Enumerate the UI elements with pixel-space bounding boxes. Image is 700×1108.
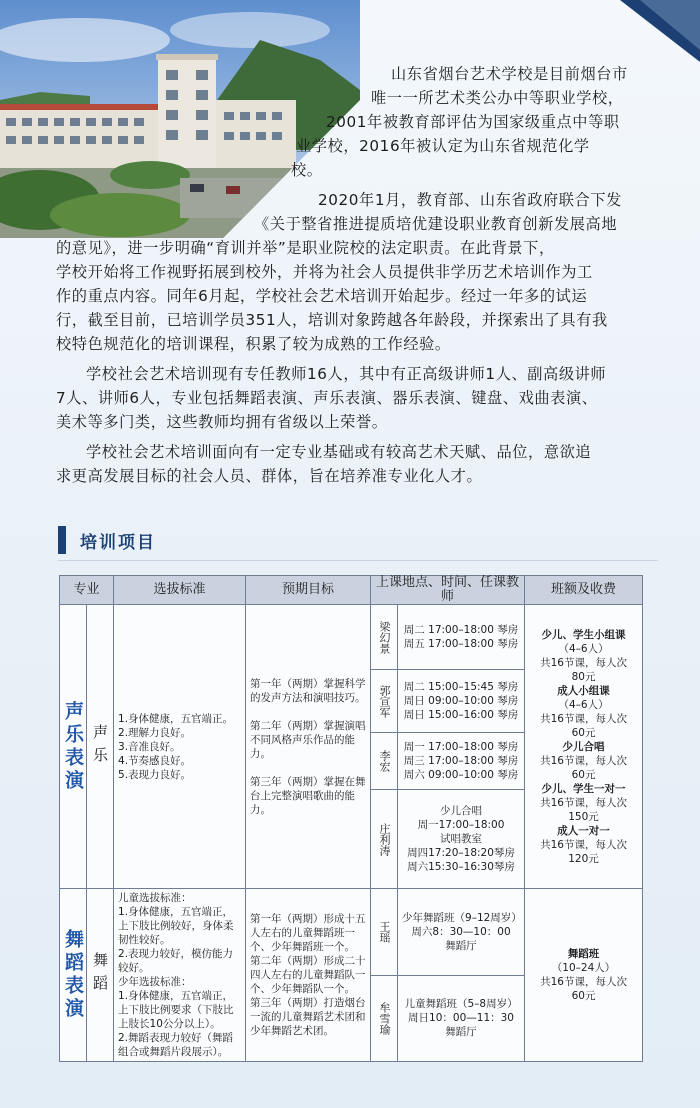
intro-line: 业学校，2016年被认定为山东省规范化学 bbox=[296, 137, 590, 155]
teacher-schedule bbox=[398, 790, 525, 889]
header-major: 专业 bbox=[60, 576, 114, 605]
schedule-line: 周六8：30—10：00 bbox=[411, 925, 511, 938]
table-row bbox=[60, 889, 643, 976]
fee-line: 共16节课，每人次 bbox=[540, 754, 627, 767]
fee-line: 少儿、学生小组课 bbox=[541, 628, 626, 641]
fee-line: 60元 bbox=[571, 768, 596, 781]
section-accent-bar bbox=[58, 526, 66, 554]
fee-line: （10–24人） bbox=[551, 962, 616, 974]
intro-line: 校。 bbox=[291, 161, 323, 179]
schedule-line: 周六15:30–16:30琴房 bbox=[407, 861, 515, 873]
criteria-item: 4.节奏感良好。 bbox=[118, 754, 192, 767]
fee-line: 舞蹈班 bbox=[567, 948, 600, 960]
schedule-line: 周一 17:00–18:00 琴房 bbox=[403, 741, 519, 753]
teacher-name: 庄利涛 bbox=[371, 790, 398, 889]
fee-line: 共16节课，每人次 bbox=[540, 838, 627, 851]
table-row bbox=[60, 605, 643, 670]
goal-item: 第三年（两期）打造烟台一流的儿童舞蹈艺术团和少年舞蹈艺术团。 bbox=[250, 997, 366, 1037]
schedule-line: 周六 09:00–10:00 琴房 bbox=[403, 769, 519, 781]
criteria-item: 少年选拔标准： bbox=[118, 976, 192, 988]
intro-line: 2020年1月，教育部、山东省政府联合下发 bbox=[318, 191, 622, 209]
goals-dance bbox=[246, 889, 371, 1062]
goal-item: 第三年（两期）掌握在舞台上完整演唱歌曲的能力。 bbox=[250, 775, 366, 816]
corner-decoration-light bbox=[640, 0, 700, 50]
teacher-name: 牟雪瑜 bbox=[371, 975, 398, 1062]
fee-line: 成人小组课 bbox=[557, 684, 610, 697]
schedule-line: 少儿合唱 bbox=[440, 805, 483, 817]
schedule-line: 周日10：00—11：30 bbox=[408, 1012, 514, 1025]
intro-line: 学校开始将工作视野拓展到校外，并将为社会人员提供非学历艺术培训作为工 bbox=[56, 263, 593, 281]
fees-dance bbox=[525, 889, 643, 1062]
schedule-line: 周日 15:00–16:00 琴房 bbox=[403, 709, 519, 721]
fee-line: 共16节课，每人次 bbox=[540, 796, 627, 809]
schedule-line: 舞蹈厅 bbox=[445, 939, 477, 952]
criteria-item: 2.表现力较好，模仿能力较好。 bbox=[118, 948, 234, 974]
criteria-item: 3.音准良好。 bbox=[118, 740, 181, 753]
teacher-name: 郭宣军 bbox=[371, 670, 398, 733]
schedule-line: 试唱教室 bbox=[440, 833, 483, 845]
intro-paragraph-2 bbox=[56, 188, 656, 356]
teacher-schedule bbox=[398, 889, 525, 976]
goal-item: 第一年（两期）形成十五人左右的儿童舞蹈班一个、少年舞蹈班一个。 bbox=[250, 913, 366, 953]
intro-line: 行，截至目前，已培训学员351人，培训对象跨越各年龄段，并探索出了具有我 bbox=[56, 311, 608, 329]
intro-paragraph-1 bbox=[56, 62, 656, 182]
schedule-line: 周二 17:00–18:00 琴房 bbox=[403, 624, 519, 636]
criteria-item: 儿童选拔标准： bbox=[118, 892, 192, 904]
fee-line: 80元 bbox=[571, 670, 596, 683]
header-criteria: 选拔标准 bbox=[114, 576, 246, 605]
subject-vocal: 声乐 bbox=[87, 605, 114, 889]
intro-line: 山东省烟台艺术学校是目前烟台市 bbox=[391, 65, 628, 83]
teacher-schedule bbox=[398, 670, 525, 733]
teacher-schedule bbox=[398, 733, 525, 790]
intro-line: 《关于整省推进提质培优建设职业教育创新发展高地 bbox=[254, 215, 618, 233]
intro-line: 学校社会艺术培训面向有一定专业基础或有较高艺术天赋、品位，意欲追 bbox=[86, 443, 592, 461]
schedule-line: 儿童舞蹈班（5–8周岁） bbox=[404, 998, 518, 1011]
schedule-line: 周一17:00–18:00 bbox=[417, 819, 505, 831]
fee-line: 少儿、学生一对一 bbox=[541, 782, 626, 795]
subject-dance: 舞蹈 bbox=[87, 889, 114, 1062]
criteria-item: 1.身体健康，五官端正，上下肢比例较好，身体柔韧性较好。 bbox=[118, 906, 234, 946]
schedule-line: 周二 15:00–15:45 琴房 bbox=[403, 681, 519, 693]
teacher-name: 王瑶 bbox=[371, 889, 398, 976]
header-fees: 班额及收费 bbox=[525, 576, 643, 605]
header-goals: 预期目标 bbox=[246, 576, 371, 605]
criteria-item: 1.身体健康，五官端正，上下肢比例要求（下肢比上肢长10公分以上）。 bbox=[118, 990, 234, 1030]
major-vocal: 声乐表演 bbox=[60, 605, 87, 889]
criteria-item: 2.舞蹈表现力较好（舞蹈组合或舞蹈片段展示）。 bbox=[118, 1032, 234, 1058]
fee-line: 成人一对一 bbox=[557, 824, 610, 837]
schedule-line: 周三 17:00–18:00 琴房 bbox=[403, 755, 519, 767]
fee-line: 共16节课，每人次 bbox=[540, 712, 627, 725]
fee-line: 120元 bbox=[568, 852, 599, 865]
fee-line: 共16节课，每人次 bbox=[540, 656, 627, 669]
schedule-line: 周五 17:00–18:00 琴房 bbox=[403, 638, 519, 650]
intro-text bbox=[56, 62, 656, 488]
criteria-item: 5.表现力良好。 bbox=[118, 768, 192, 781]
fee-line: 60元 bbox=[571, 990, 596, 1002]
intro-line: 求更高发展目标的社会人员、群体，旨在培养准专业化人才。 bbox=[56, 467, 483, 485]
schedule-line: 周四17:20–18:20琴房 bbox=[407, 847, 515, 859]
intro-line: 美术等多门类，这些教师均拥有省级以上荣誉。 bbox=[56, 413, 388, 431]
intro-line: 校特色规范化的培训课程，积累了较为成熟的工作经验。 bbox=[56, 335, 451, 353]
intro-line: 唯一一所艺术类公办中等职业学校， bbox=[371, 89, 624, 107]
criteria-vocal bbox=[114, 605, 246, 889]
major-dance: 舞蹈表演 bbox=[60, 889, 87, 1062]
section-title: 培训项目 bbox=[80, 533, 156, 553]
intro-line: 的意见》，进一步明确“育训并举”是职业院校的法定职责。在此背景下， bbox=[56, 239, 555, 257]
criteria-item: 1.身体健康，五官端正。 bbox=[118, 712, 234, 725]
teacher-schedule bbox=[398, 975, 525, 1062]
teacher-name: 梁幻景 bbox=[371, 605, 398, 670]
goal-item: 第二年（两期）掌握演唱不同风格声乐作品的能力。 bbox=[250, 719, 366, 760]
criteria-item: 2.理解力良好。 bbox=[118, 726, 192, 739]
schedule-line: 周日 09:00–10:00 琴房 bbox=[403, 695, 519, 707]
section-header bbox=[58, 524, 658, 556]
fee-line: 少儿合唱 bbox=[562, 740, 605, 753]
section-divider bbox=[58, 560, 658, 561]
fee-line: （4–6人） bbox=[558, 642, 609, 655]
intro-paragraph-3 bbox=[56, 362, 656, 434]
table-header-row bbox=[60, 576, 643, 605]
intro-line: 7人、讲师6人，专业包括舞蹈表演、声乐表演、器乐表演、键盘、戏曲表演、 bbox=[56, 389, 598, 407]
fee-line: （4–6人） bbox=[558, 698, 609, 711]
fees-vocal bbox=[525, 605, 643, 889]
schedule-line: 少年舞蹈班（9–12周岁） bbox=[402, 911, 522, 924]
training-table bbox=[59, 575, 643, 1062]
fee-line: 150元 bbox=[568, 810, 599, 823]
goals-vocal bbox=[246, 605, 371, 889]
intro-line: 作的重点内容。同年6月起，学校社会艺术培训开始起步。经过一年多的试运 bbox=[56, 287, 588, 305]
teacher-name: 李宏 bbox=[371, 733, 398, 790]
header-schedule: 上课地点、时间、任课教师 bbox=[371, 576, 525, 605]
fee-line: 60元 bbox=[571, 726, 596, 739]
intro-line: 学校社会艺术培训现有专任教师16人，其中有正高级讲师1人、副高级讲师 bbox=[86, 365, 607, 383]
intro-line: 2001年被教育部评估为国家级重点中等职 bbox=[326, 113, 620, 131]
teacher-schedule bbox=[398, 605, 525, 670]
criteria-dance bbox=[114, 889, 246, 1062]
fee-line: 共16节课，每人次 bbox=[540, 976, 627, 988]
goal-item: 第二年（两期）形成二十四人左右的儿童舞蹈队一个、少年舞蹈队一个。 bbox=[250, 955, 366, 995]
schedule-line: 舞蹈厅 bbox=[445, 1026, 477, 1039]
goal-item: 第一年（两期）掌握科学的发声方法和演唱技巧。 bbox=[250, 677, 366, 704]
intro-paragraph-4 bbox=[56, 440, 656, 488]
